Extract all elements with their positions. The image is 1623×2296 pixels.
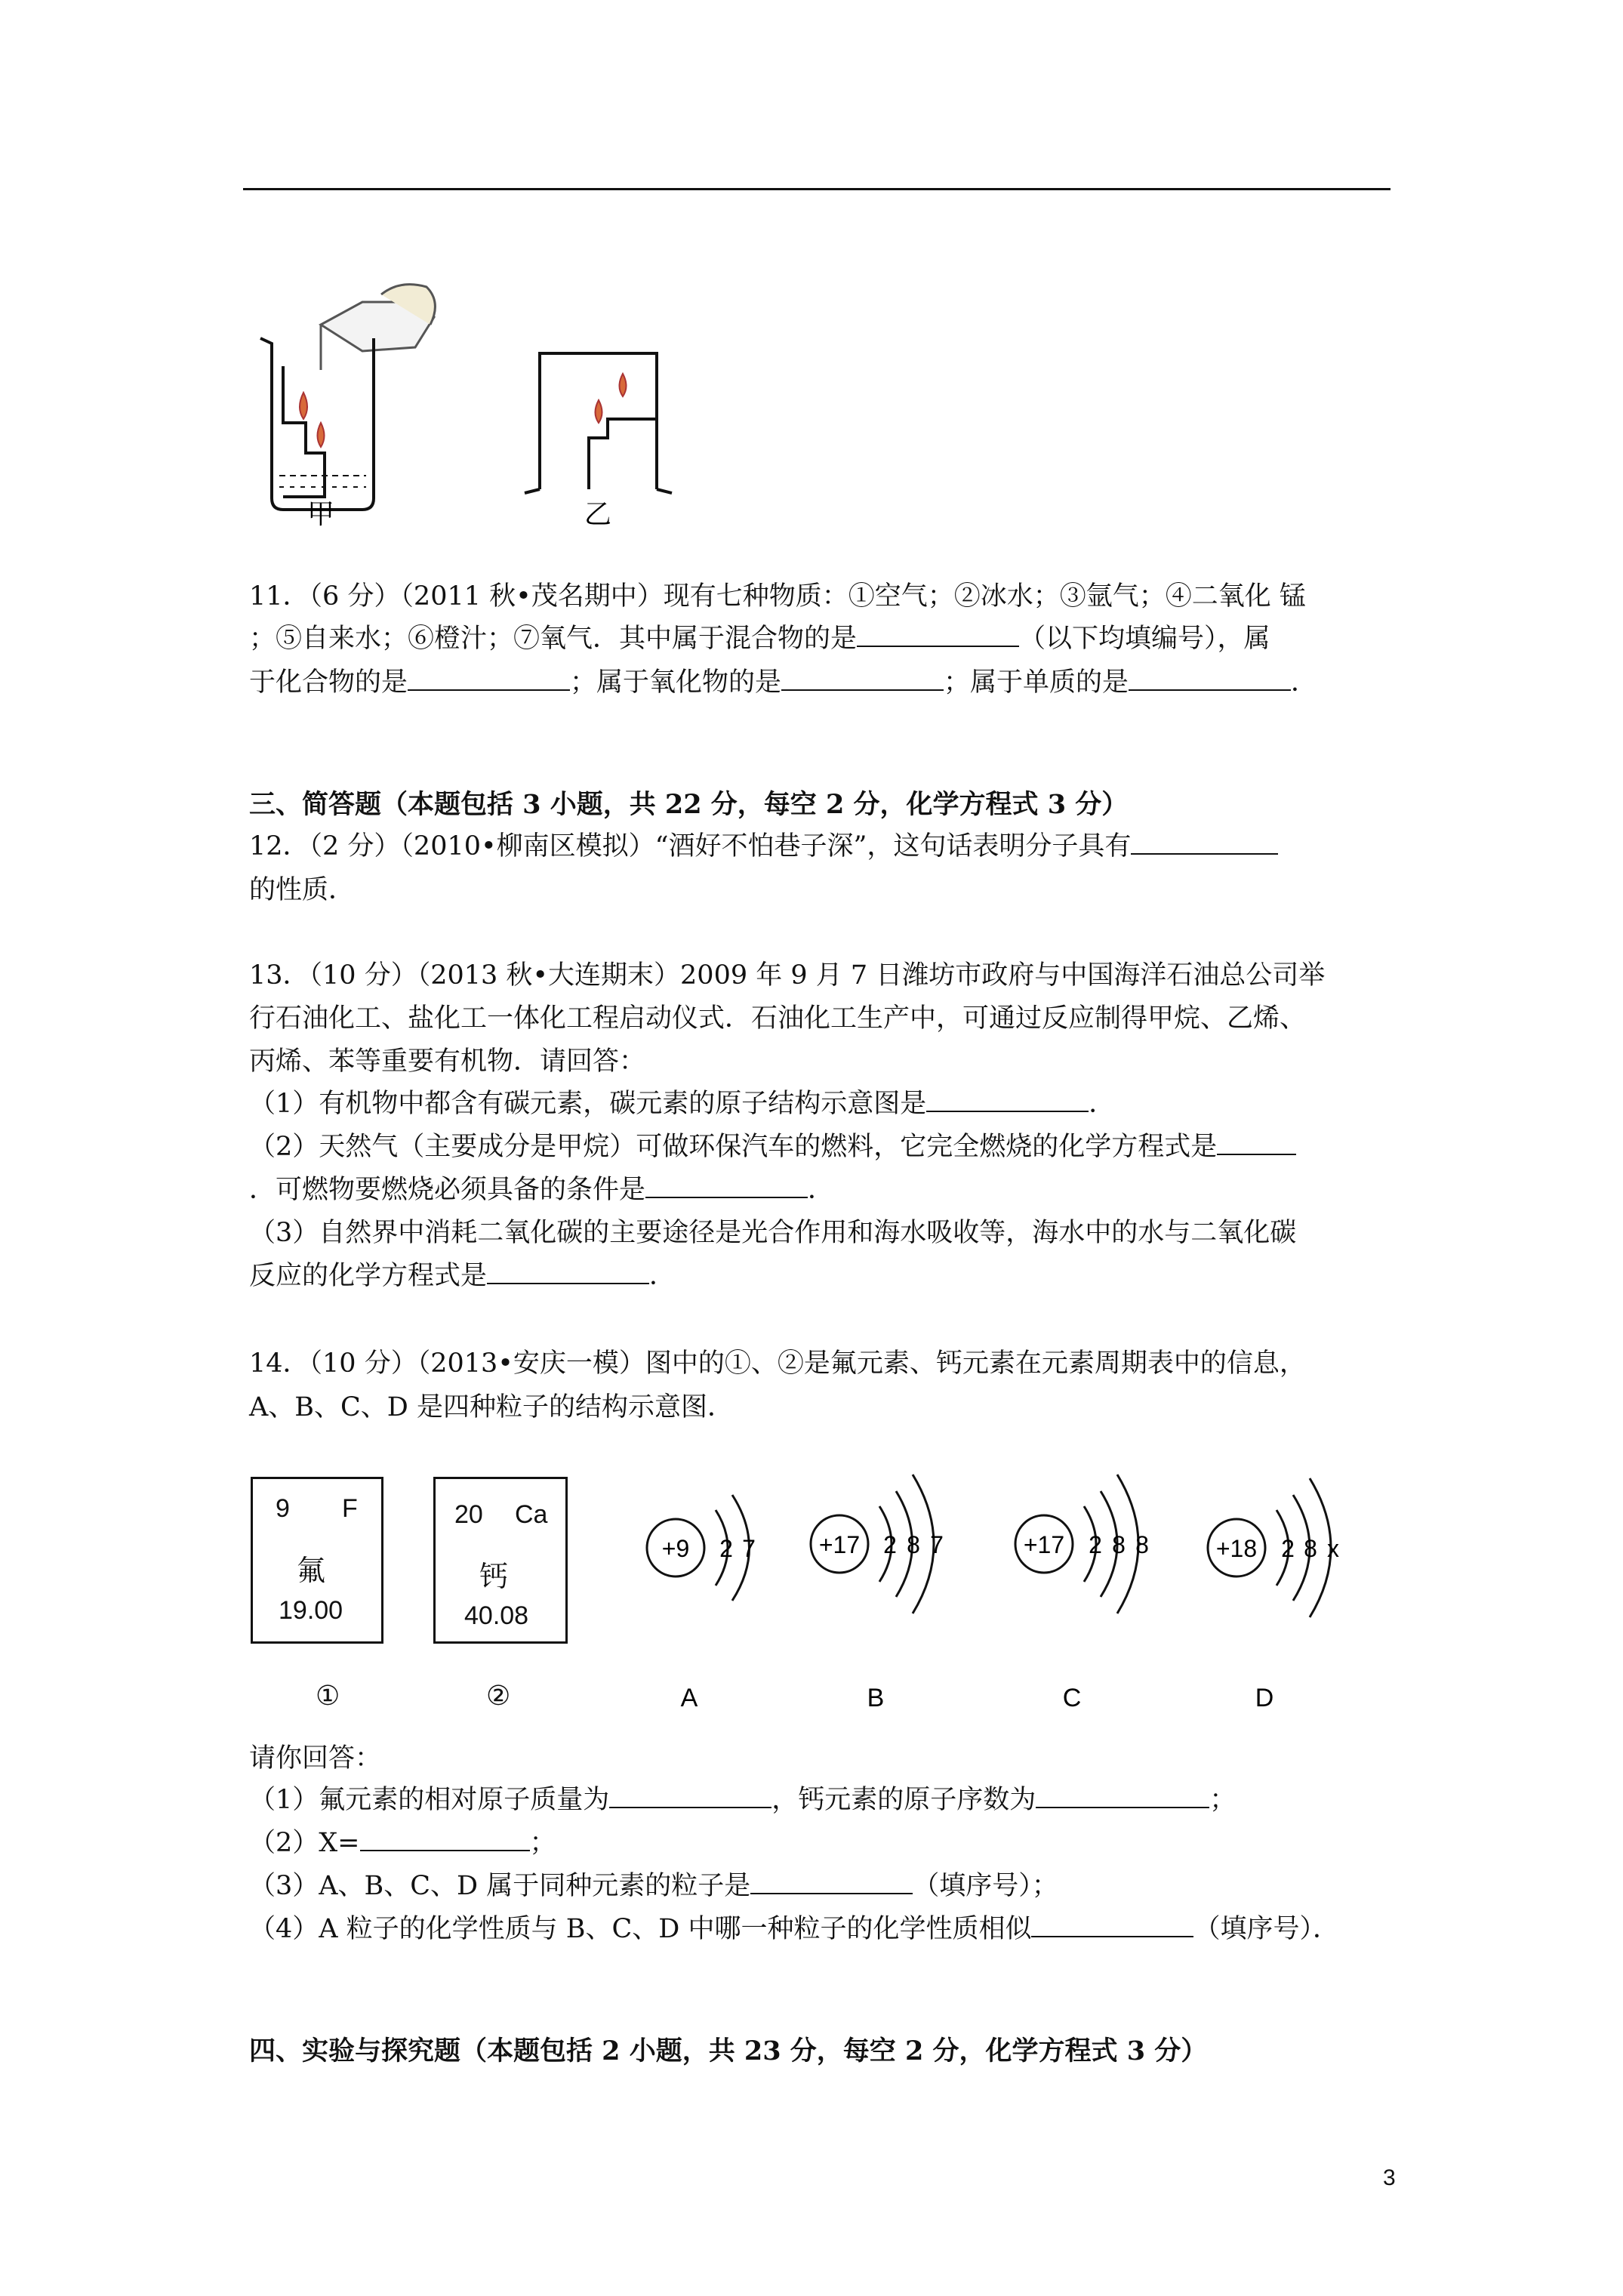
answer-blank[interactable] bbox=[1031, 1912, 1193, 1937]
answer-blank[interactable] bbox=[1131, 829, 1278, 855]
q14-text: （2）X= bbox=[249, 1828, 360, 1858]
nucleus-charge: +17 bbox=[1023, 1531, 1065, 1558]
atomic-mass: 40.08 bbox=[464, 1601, 529, 1630]
q13-line-4 bbox=[249, 1086, 1115, 1122]
q14-answer-2 bbox=[249, 1825, 556, 1861]
q13-text: ．可燃物要燃烧必须具备的条件是 bbox=[249, 1175, 646, 1205]
atomic-number: 20 bbox=[454, 1500, 483, 1529]
atomic-number: 9 bbox=[276, 1494, 290, 1523]
shell-electrons: 8 bbox=[1304, 1535, 1317, 1562]
pouring-bottle-icon bbox=[321, 285, 435, 370]
q13-text: （1）有机物中都含有碳元素，碳元素的原子结构示意图是 bbox=[249, 1089, 927, 1119]
element-name: 氟 bbox=[297, 1554, 326, 1587]
element-name: 钙 bbox=[479, 1560, 509, 1593]
header-rule bbox=[243, 188, 1390, 190]
answer-blank[interactable] bbox=[487, 1259, 649, 1284]
shell-electrons: 7 bbox=[742, 1535, 756, 1562]
answer-blank[interactable] bbox=[360, 1826, 530, 1851]
shell-electrons: 2 bbox=[719, 1535, 733, 1562]
candle-flame-icon bbox=[318, 423, 325, 447]
q12-line-1 bbox=[249, 828, 1278, 864]
particle-label: B bbox=[867, 1684, 885, 1712]
q12-text: 12．（2 分）（2010•柳南区模拟）“酒好不怕巷子深”，这句话表明分子具有 bbox=[249, 831, 1132, 861]
particle-structure-diagrams bbox=[619, 1446, 1389, 1714]
q11-line-2 bbox=[249, 621, 1270, 657]
element-symbol: Ca bbox=[515, 1500, 548, 1529]
answer-blank[interactable] bbox=[408, 665, 570, 691]
q11-text: 于化合物的是 bbox=[249, 667, 408, 698]
answer-blank[interactable] bbox=[609, 1783, 771, 1808]
shell-electrons: 8 bbox=[1135, 1531, 1149, 1558]
q13-text: ． bbox=[808, 1175, 835, 1205]
q11-text: ；属于氧化物的是 bbox=[570, 667, 782, 698]
element-marker-2: ② bbox=[486, 1680, 511, 1711]
answer-blank[interactable] bbox=[1036, 1783, 1209, 1808]
candle-flame-icon bbox=[300, 393, 307, 419]
q13-line-3: 丙烯、苯等重要有机物．请回答： bbox=[249, 1046, 646, 1077]
answer-blank[interactable] bbox=[1217, 1130, 1296, 1155]
q13-text: 反应的化学方程式是 bbox=[249, 1261, 488, 1291]
q11-text: ；属于单质的是 bbox=[944, 667, 1129, 698]
q14-answer-1 bbox=[249, 1782, 1236, 1818]
answer-blank[interactable] bbox=[926, 1086, 1089, 1112]
beaker-yi-label: 乙 bbox=[584, 498, 612, 529]
particle-label: A bbox=[680, 1684, 698, 1712]
candle-flame-icon bbox=[596, 400, 602, 423]
q14-answer-3 bbox=[249, 1868, 1058, 1904]
answer-blank[interactable] bbox=[750, 1869, 913, 1894]
q14-prompt: 请你回答： bbox=[249, 1743, 382, 1774]
q13-text: ． bbox=[649, 1261, 676, 1291]
candle-flame-icon bbox=[620, 374, 627, 396]
q14-text: （1）氟元素的相对原子质量为 bbox=[249, 1785, 610, 1815]
q13-text: ． bbox=[1089, 1089, 1116, 1119]
q13-line-7: （3）自然界中消耗二氧化碳的主要途径是光合作用和海水吸收等，海水中的水与二氧化碳 bbox=[249, 1218, 1297, 1248]
q12-line-2: 的性质． bbox=[249, 875, 356, 905]
answer-blank[interactable] bbox=[1129, 665, 1291, 691]
q14-text: （3）A、B、C、D 属于同种元素的粒子是 bbox=[249, 1871, 751, 1901]
shell-electrons: 2 bbox=[1089, 1531, 1102, 1558]
q11-text: ． bbox=[1291, 667, 1318, 698]
shell-electrons: 8 bbox=[1112, 1531, 1126, 1558]
element-card-fluorine bbox=[251, 1477, 383, 1644]
page-number: 3 bbox=[1383, 2165, 1396, 2190]
q13-line-6 bbox=[249, 1172, 834, 1208]
beaker-jia bbox=[260, 338, 374, 510]
q11-line-3 bbox=[249, 664, 1317, 701]
shell-electrons: x bbox=[1327, 1535, 1339, 1562]
shell-electrons: 2 bbox=[1281, 1535, 1295, 1562]
q13-line-1: 13．（10 分）（2013 秋•大连期末）2009 年 9 月 7 日潍坊市政府与中国海洋石油总公司举 bbox=[249, 960, 1326, 991]
particle-label: D bbox=[1255, 1684, 1274, 1712]
beaker-candle-figure bbox=[249, 272, 687, 532]
q13-text: （2）天然气（主要成分是甲烷）可做环保汽车的燃料，它完全燃烧的化学方程式是 bbox=[249, 1132, 1218, 1162]
shell-electrons: 7 bbox=[930, 1531, 944, 1558]
element-card-calcium bbox=[433, 1477, 568, 1644]
q11-line-1: 11．（6 分）（2011 秋•茂名期中）现有七种物质：①空气；②冰水；③氩气；④二氧化 锰 bbox=[249, 581, 1306, 612]
shell-electrons: 2 bbox=[883, 1531, 897, 1558]
answer-blank[interactable] bbox=[645, 1173, 808, 1198]
q14-text: （填序号）． bbox=[1193, 1914, 1339, 1944]
atomic-mass: 19.00 bbox=[279, 1596, 343, 1625]
q13-line-8 bbox=[249, 1258, 676, 1294]
element-symbol: F bbox=[342, 1494, 358, 1523]
q14-text: （4）A 粒子的化学性质与 B、C、D 中哪一种粒子的化学性质相似 bbox=[249, 1914, 1032, 1944]
q14-text: ； bbox=[1209, 1785, 1236, 1815]
answer-blank[interactable] bbox=[781, 665, 944, 691]
section-4-title: 四、实验与探究题（本题包括 2 小题，共 23 分，每空 2 分，化学方程式 3 分） bbox=[249, 2036, 1208, 2066]
q14-text: ，钙元素的原子序数为 bbox=[771, 1785, 1036, 1815]
q14-line-1: 14．（10 分）（2013•安庆一模）图中的①、②是氟元素、钙元素在元素周期表中的信息， bbox=[249, 1348, 1306, 1379]
q14-text: （填序号）； bbox=[913, 1871, 1058, 1901]
beaker-jia-label: 甲 bbox=[306, 498, 335, 529]
particle-label: C bbox=[1062, 1684, 1082, 1712]
nucleus-charge: +17 bbox=[818, 1531, 861, 1558]
answer-blank[interactable] bbox=[857, 621, 1019, 647]
nucleus-charge: +9 bbox=[661, 1535, 690, 1562]
q11-text: ；⑤自来水；⑥橙汁；⑦氧气．其中属于混合物的是 bbox=[249, 624, 858, 654]
q13-line-2: 行石油化工、盐化工一体化工程启动仪式．石油化工生产中，可通过反应制得甲烷、乙烯、 bbox=[249, 1003, 1307, 1034]
shell-electrons: 8 bbox=[907, 1531, 920, 1558]
q11-text: （以下均填编号），属 bbox=[1019, 624, 1270, 654]
section-3-title: 三、简答题（本题包括 3 小题，共 22 分，每空 2 分，化学方程式 3 分） bbox=[249, 789, 1129, 820]
element-marker-1: ① bbox=[316, 1680, 340, 1711]
nucleus-charge: +18 bbox=[1215, 1535, 1258, 1562]
q13-line-5 bbox=[249, 1129, 1296, 1165]
q14-line-2: A、B、C、D 是四种粒子的结构示意图． bbox=[249, 1392, 734, 1422]
q14-text: ； bbox=[529, 1828, 556, 1858]
q14-answer-4 bbox=[249, 1911, 1339, 1947]
